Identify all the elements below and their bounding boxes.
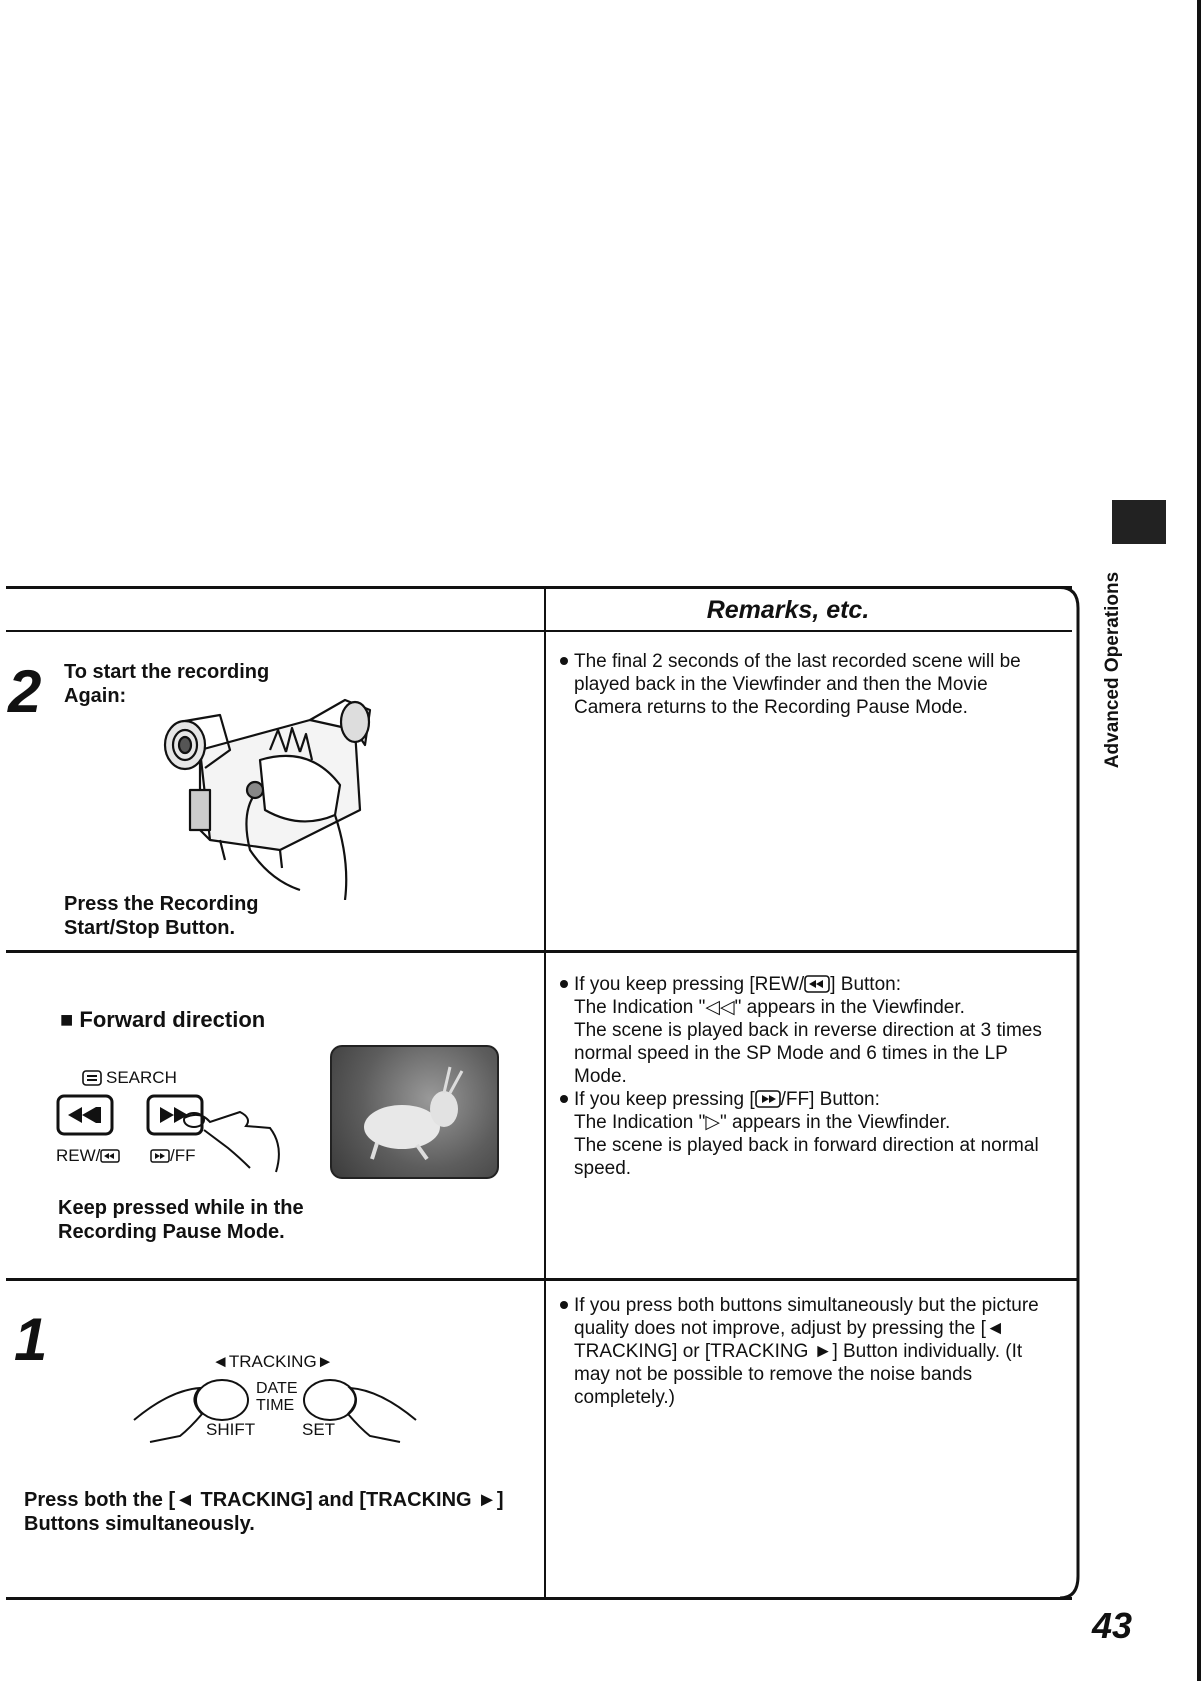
step-2-caption: Press the Recording Start/Stop Button.: [64, 893, 259, 939]
remark-rew-line-2: The scene is played back in reverse direction at 3 times normal speed in the SP Mode and 6 times in the LP Mode.: [574, 1020, 1042, 1087]
ff-inline-icon: [755, 1090, 781, 1108]
ff-label: [150, 1146, 196, 1166]
row-divider-2: [6, 1278, 1078, 1281]
remark-ff-lead: If you keep pressing [: [574, 1089, 755, 1110]
step-number-2: 2: [8, 658, 42, 725]
page-edge-bar: [1197, 0, 1201, 1681]
date-time-label: [256, 1380, 297, 1414]
remark-rew-line-1: The Indication "◁◁" appears in the Viewfinder.: [574, 997, 965, 1018]
date-text: DATE: [256, 1380, 298, 1397]
ff-small-icon: [150, 1149, 170, 1163]
rew-text: REW/: [56, 1146, 101, 1165]
step-number-1: 1: [14, 1306, 48, 1373]
remark-bullet: The final 2 seconds of the last recorded scene will be played back in the Viewfinder and then the Movie Camera returns to the Recording Pause Mode.: [558, 650, 1058, 719]
remark-rew-bullet: [558, 973, 1058, 996]
ff-text: /FF: [170, 1146, 196, 1165]
remark-ff-line-2: The scene is played back in forward direction at normal speed.: [574, 1135, 1039, 1179]
page-number: 43: [1092, 1605, 1133, 1646]
remark-step-1: [558, 1294, 1058, 1409]
remark-ff-tail: /FF] Button:: [780, 1089, 880, 1110]
section-label: Advanced Operations: [1102, 571, 1123, 769]
rew-small-icon: [100, 1149, 120, 1163]
rew-inline-icon: [804, 975, 830, 993]
column-divider: [544, 588, 546, 1598]
remarks-forward: [558, 973, 1058, 1180]
shift-label: SHIFT: [206, 1420, 256, 1439]
set-label: SET: [302, 1420, 336, 1439]
header-rule: [6, 630, 1072, 632]
remarks-header: Remarks, etc.: [706, 596, 870, 624]
search-label: [82, 1068, 177, 1088]
viewfinder-photo: [330, 1045, 499, 1179]
time-text: TIME: [256, 1397, 295, 1414]
remark-rew-lead: If you keep pressing [REW/: [574, 974, 805, 995]
pressing-hand-icon: [180, 1108, 290, 1180]
remark-ff-line-1: The Indication "▷" appears in the Viewfinder.: [574, 1112, 951, 1133]
camcorder-illustration: [160, 690, 380, 900]
remark-ff-bullet: [558, 1088, 1058, 1111]
table-top-rule: [6, 586, 1072, 589]
table-right-border: [1060, 586, 1084, 1600]
table-bottom-rule: [6, 1597, 1072, 1600]
search-icon: [82, 1070, 102, 1086]
forward-caption: Keep pressed while in the Recording Pause Mode.: [58, 1197, 304, 1243]
search-text: SEARCH: [106, 1068, 177, 1087]
forward-direction-heading: ■ Forward direction: [60, 1007, 266, 1032]
tracking-label: ◄TRACKING►: [212, 1352, 334, 1371]
goat-image: [332, 1047, 497, 1177]
remark-bullet: If you press both buttons simultaneously but the picture quality does not improve, adjust by pressing the [◄ TRACKING] or [TRACKING ►] Button individually. (It may not be possible to remove the noise bands completely.): [558, 1294, 1058, 1409]
row-divider-1: [6, 950, 1078, 953]
tracking-caption: Press both the [◄ TRACKING] and [TRACKING ►] Buttons simultaneously.: [24, 1489, 504, 1535]
step-2-heading: To start the recording Again:: [64, 661, 270, 707]
section-tab-marker: [1112, 500, 1166, 544]
remark-rew-tail: ] Button:: [830, 974, 901, 995]
rew-label: [56, 1146, 120, 1166]
rew-button[interactable]: [56, 1094, 114, 1136]
remark-step-2: [558, 650, 1058, 719]
